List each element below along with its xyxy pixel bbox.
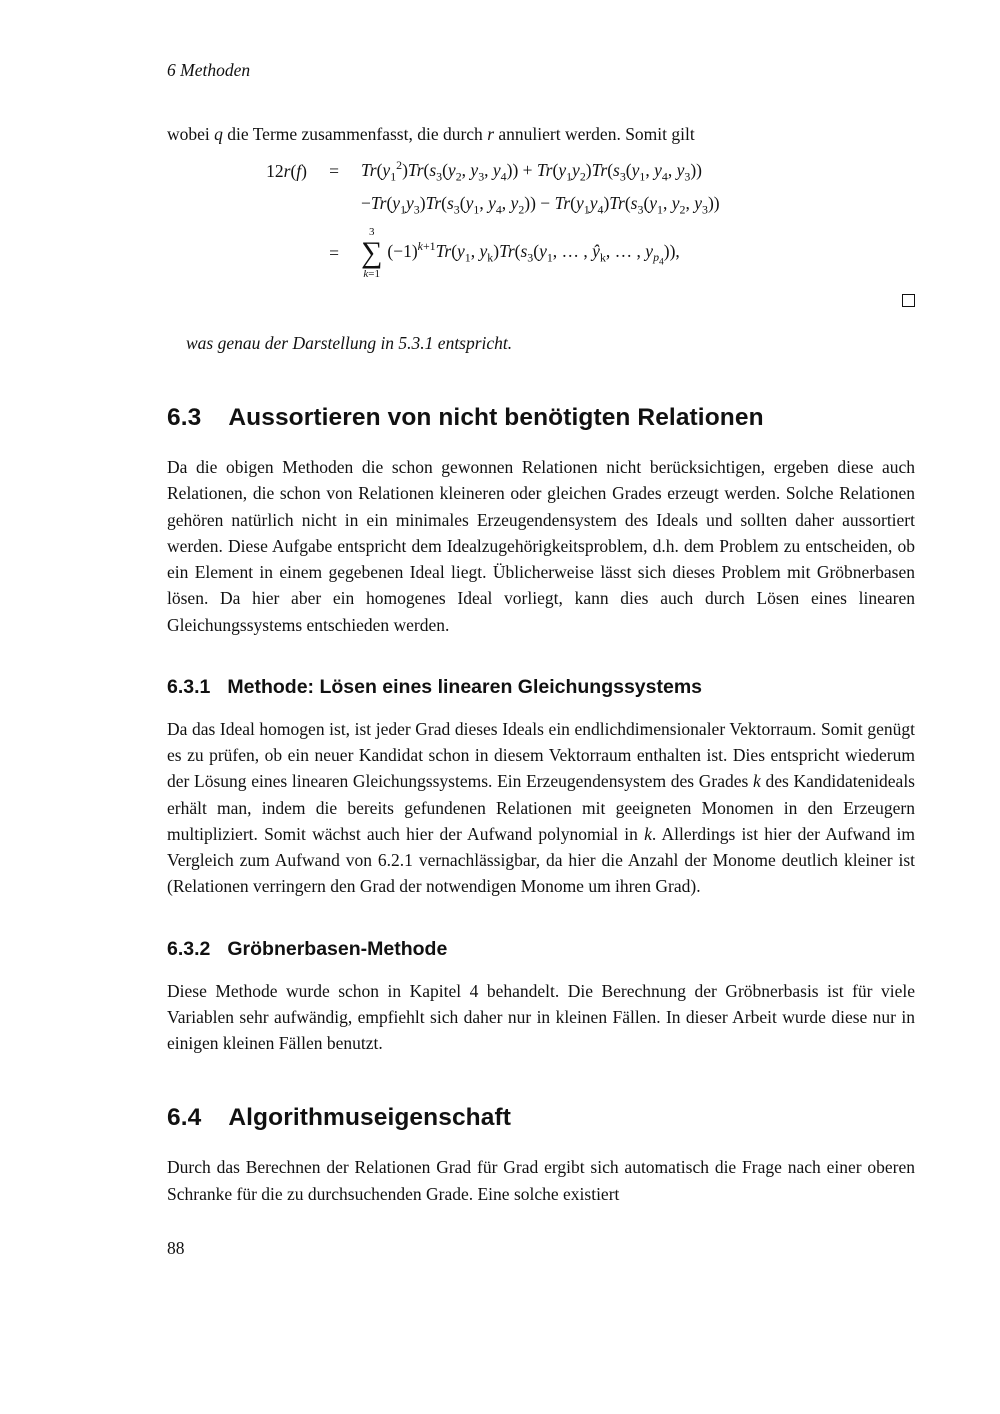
equals-sign: = (329, 243, 339, 264)
qed-line (167, 291, 915, 312)
section-heading-6-4 (167, 1104, 915, 1132)
equation-block (189, 155, 915, 281)
equation-rhs-3 (361, 226, 680, 281)
sum-lower-limit: k=1 (363, 267, 380, 280)
sum-upper-limit: 3 (368, 225, 375, 238)
equation-lhs: 12r(f) (266, 161, 307, 182)
section-6-3-paragraph: Da die obigen Methoden die schon gewonnen Relationen nicht berücksichtigen, ergeben diese auch Relationen, die schon von Relationen kleineren oder gleichen Grades erzeugt werden. Solche Relationen gehören natürlich nicht in ein minimales Erzeugendensystem des Ideals und sollten daher aussortiert werden. Diese Aufgabe entspricht dem Idealzugehörigkeitsproblem, d.h. dem Problem zu entscheiden, ob ein Element in einem gegebenen Ideal liegt. Üblicherweise lässt sich dieses Problem mit Gröbnerbasen lösen. Da hier aber ein homogenes Ideal vorliegt, kann dies auch durch Lösen eines linearen Gleichungssystems entschieden werden. (167, 457, 915, 635)
running-head: 6 Methoden (167, 60, 251, 80)
section-6-3-1-paragraph: Da das Ideal homogen ist, ist jeder Grad dieses Ideals ein endlichdimensionaler Vektorraum. Somit genügt es zu prüfen, ob ein neuer Kandidat schon in diesem Vektorraum enthalten ist. Dies entspricht wiederum der Lösung eines linearen Gleichungssystems. Ein Erzeugendensystem des Grades k des Kandidatenideals erhält man, indem die bereits gefundenen Relationen mit geeigneten Monomen in den Erzeugern multipliziert. Somit wächst auch hier der Aufwand polynomial in k. Allerdings ist hier der Aufwand im Vergleich zum Aufwand von 6.2.1 vernachlässigbar, da hier die Anzahl der Monome deutlich kleiner ist (Relationen verringern den Grad der notwendigen Monome um ihren Grad). (167, 718, 915, 897)
sigma-icon: ∑ (361, 236, 383, 270)
equation-rhs-2: $-Tr(y_1y_3)Tr(s_3(y_1$, $y_4$, $y_2)) - Tr(y_1y_4)Tr(s_3(y_1$, $y_2$, $y_3$)) (361, 192, 720, 217)
summation-symbol (361, 226, 382, 281)
subsection-title-text: Gröbnerbasen-Methode (227, 937, 448, 960)
section-number: 6.4 (167, 1104, 202, 1132)
page-number: 88 (167, 1238, 185, 1258)
section-heading-6-3 (167, 404, 915, 432)
equation-rhs-1: $Tr(y_1^2)Tr(s_3(y_2$, $y_3$, $y_4)) + Tr(y_1y_2)Tr(s_3(y_1$, $y_4$, $y_3$)) (361, 158, 702, 184)
intro-paragraph: wobei q die Terme zusammenfasst, die durch r annuliert werden. Somit gilt (167, 124, 695, 144)
sum-expression: $(-1)^{k+1}Tr(y_1$, $y_k)Tr(s_3(y_1$, … , $ŷ_k$, … , $y_{p_4}$)), (387, 238, 680, 268)
subsection-number: 6.3.1 (167, 675, 211, 698)
subsection-number: 6.3.2 (167, 937, 211, 960)
equation-row-2 (189, 188, 915, 220)
section-6-4-paragraph: Durch das Berechnen der Relationen Grad für Grad ergibt sich automatisch die Frage nach einer oberen Schranke für die zu durchsuchenden Grade. Eine solche existiert (167, 1157, 915, 1204)
subsection-heading-6-3-1 (167, 676, 915, 699)
section-title-text: Algorithmuseigenschaft (228, 1104, 511, 1132)
qed-box (902, 294, 915, 307)
equals-sign: = (329, 161, 339, 182)
section-number: 6.3 (167, 404, 202, 432)
equation-row-3 (189, 226, 915, 281)
section-6-3-2-paragraph: Diese Methode wurde schon in Kapitel 4 behandelt. Die Berechnung der Gröbnerbasis ist für viele Variablen sehr aufwändig, empfiehlt sich daher nur in kleinen Fällen. In dieser Arbeit wurde diese nur in einigen kleinen Fällen benutzt. (167, 980, 915, 1054)
equation-row-1 (189, 155, 915, 187)
subsection-heading-6-3-2 (167, 938, 915, 961)
section-title-text: Aussortieren von nicht benötigten Relationen (228, 404, 764, 432)
subsection-title-text: Methode: Lösen eines linearen Gleichungssystems (227, 675, 703, 698)
note-paragraph: was genau der Darstellung in 5.3.1 entspricht. (186, 332, 513, 353)
